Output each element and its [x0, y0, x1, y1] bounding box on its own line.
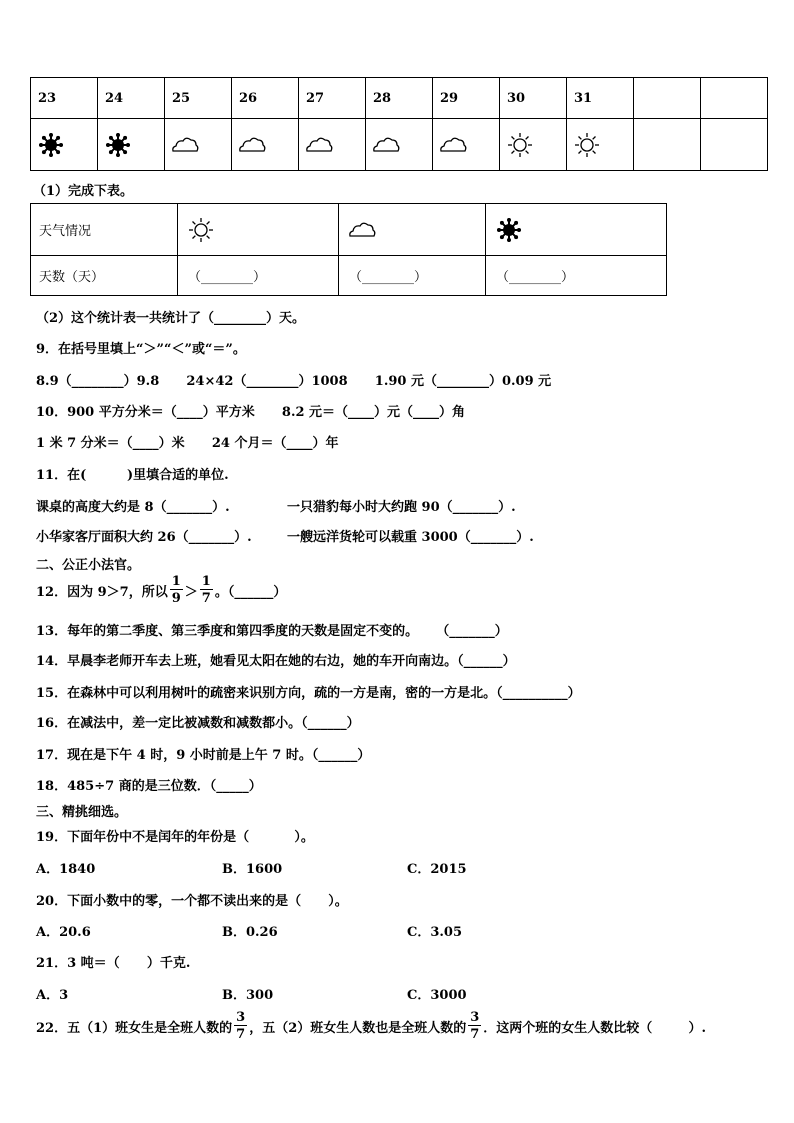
- question-21: 21．3 吨＝（ ）千克.: [36, 956, 191, 971]
- days-blank-cloud[interactable]: （________）: [339, 256, 486, 296]
- weather-cell: [232, 119, 299, 171]
- q19-option-c[interactable]: C．2015: [407, 862, 467, 877]
- cloud-icon: [347, 217, 485, 243]
- question-17: 17．现在是下午 4 时，9 小时前是上午 7 时。（______）: [36, 748, 371, 763]
- question-10-line-2: 1 米 7 分米＝（____）米 24 个月＝（____）年: [36, 436, 339, 451]
- question-11-d: 一艘远洋货轮可以载重 3000（_______）.: [287, 530, 534, 545]
- question-18: 18．485÷7 商的是三位数．（_____）: [36, 779, 262, 794]
- question-12: [36, 572, 286, 608]
- day-cell: 31: [567, 78, 634, 119]
- sub-question-1: （1）完成下表。: [33, 184, 134, 199]
- day-cell: [634, 78, 701, 119]
- weather-cell: [701, 119, 768, 171]
- summary-icon-cell-1: [178, 204, 339, 256]
- question-9-items: 8.9（________）9.8 24×42（________）1008 1.90 元（________）0.09 元: [36, 374, 552, 389]
- cloud-icon: [371, 132, 432, 158]
- weather-cell: [433, 119, 500, 171]
- day-cell: 23: [31, 78, 98, 119]
- cloud-icon: [438, 132, 499, 158]
- numerator: 1: [201, 574, 211, 589]
- q20-option-b[interactable]: B．0.26: [222, 925, 278, 940]
- question-13: 13．每年的第二季度、第三季度和第四季度的天数是固定不变的。 （_______）: [36, 624, 508, 639]
- q20-option-c[interactable]: C．3.05: [407, 925, 463, 940]
- weather-cell: [366, 119, 433, 171]
- question-22-part-1: 22．五（1）班女生是全班人数的: [36, 1020, 233, 1036]
- question-11-b: 一只猎豹每小时大约跑 90（_______）.: [287, 500, 516, 515]
- denominator: 7: [201, 591, 211, 606]
- question-11: 11．在( )里填合适的单位.: [36, 468, 229, 483]
- fraction-three-sevenths: [234, 1011, 247, 1041]
- question-14: 14．早晨李老师开车去上班，她看见太阳在她的右边，她的车开向南边。（______）: [36, 654, 516, 669]
- weather-cell: [299, 119, 366, 171]
- sub-question-2: （2）这个统计表一共统计了（________）天。: [36, 311, 306, 326]
- day-cell: 26: [232, 78, 299, 119]
- cloud-icon: [304, 132, 365, 158]
- icon-row: [31, 119, 768, 171]
- weather-cell: [31, 119, 98, 171]
- day-cell: 28: [366, 78, 433, 119]
- q20-option-a[interactable]: A．20.6: [36, 925, 91, 940]
- summary-table: [30, 203, 667, 296]
- day-cell: 29: [433, 78, 500, 119]
- day-cell: [701, 78, 768, 119]
- q19-option-a[interactable]: A．1840: [36, 862, 96, 877]
- question-11-c: 小华家客厅面积大约 26（_______）.: [36, 530, 252, 545]
- q21-option-b[interactable]: B．300: [222, 988, 274, 1003]
- day-cell: 24: [98, 78, 165, 119]
- weather-calendar-table: [30, 77, 768, 171]
- day-cell: 27: [299, 78, 366, 119]
- fraction-one-seventh: [200, 575, 213, 605]
- weather-cell: [165, 119, 232, 171]
- section-3-heading: 三、精挑细选。: [36, 805, 128, 820]
- q21-option-a[interactable]: A．3: [36, 988, 69, 1003]
- weather-cell: [98, 119, 165, 171]
- question-22: [36, 1008, 706, 1044]
- denominator: 9: [171, 591, 181, 606]
- sun-icon: [572, 132, 633, 158]
- summary-icon-cell-2: [339, 204, 486, 256]
- question-22-part-3: ．这两个班的女生人数比较（ ）.: [483, 1020, 707, 1036]
- snow-icon: [494, 217, 666, 243]
- day-row: [31, 78, 768, 119]
- numerator: 3: [470, 1010, 480, 1025]
- sun-icon: [186, 217, 338, 243]
- question-10-line-1: 10．900 平方分米＝（____）平方米 8.2 元＝（____）元（____）角: [36, 405, 466, 420]
- day-cell: 30: [500, 78, 567, 119]
- question-16: 16．在减法中，差一定比被减数和减数都小。（______）: [36, 716, 360, 731]
- days-blank-sun[interactable]: （________）: [178, 256, 339, 296]
- fraction-one-ninth: [170, 575, 183, 605]
- question-12-text: 12．因为 9＞7，所以: [36, 584, 168, 600]
- days-blank-snow[interactable]: （________）: [486, 256, 667, 296]
- q21-option-c[interactable]: C．3000: [407, 988, 467, 1003]
- question-20: 20．下面小数中的零，一个都不读出来的是（ ）。: [36, 894, 348, 909]
- summary-icon-cell-3: [486, 204, 667, 256]
- q19-option-b[interactable]: B．1600: [222, 862, 283, 877]
- question-9: 9．在括号里填上“＞”“＜”或“＝”。: [36, 342, 246, 357]
- greater-than-sign: ＞: [184, 584, 198, 600]
- day-cell: 25: [165, 78, 232, 119]
- row-label-weather: 天气情况: [31, 204, 178, 256]
- numerator: 3: [236, 1010, 246, 1025]
- snow-icon: [36, 132, 97, 158]
- denominator: 7: [470, 1027, 480, 1042]
- section-2-heading: 二、公正小法官。: [36, 558, 141, 573]
- denominator: 7: [236, 1027, 246, 1042]
- sun-icon: [505, 132, 566, 158]
- numerator: 1: [171, 574, 181, 589]
- question-22-part-2: ，五（2）班女生人数也是全班人数的: [249, 1020, 467, 1036]
- weather-cell: [634, 119, 701, 171]
- question-15: 15．在森林中可以利用树叶的疏密来识别方向，疏的一方是南，密的一方是北。（__________）: [36, 686, 581, 701]
- question-11-a: 课桌的高度大约是 8（_______）.: [36, 500, 230, 515]
- fraction-three-sevenths: [468, 1011, 481, 1041]
- question-12-answer: 。（______）: [214, 584, 287, 600]
- weather-cell: [500, 119, 567, 171]
- cloud-icon: [170, 132, 231, 158]
- weather-cell: [567, 119, 634, 171]
- cloud-icon: [237, 132, 298, 158]
- row-label-days: 天数（天）: [31, 256, 178, 296]
- question-19: 19．下面年份中不是闰年的年份是（ ）。: [36, 830, 314, 845]
- snow-icon: [103, 132, 164, 158]
